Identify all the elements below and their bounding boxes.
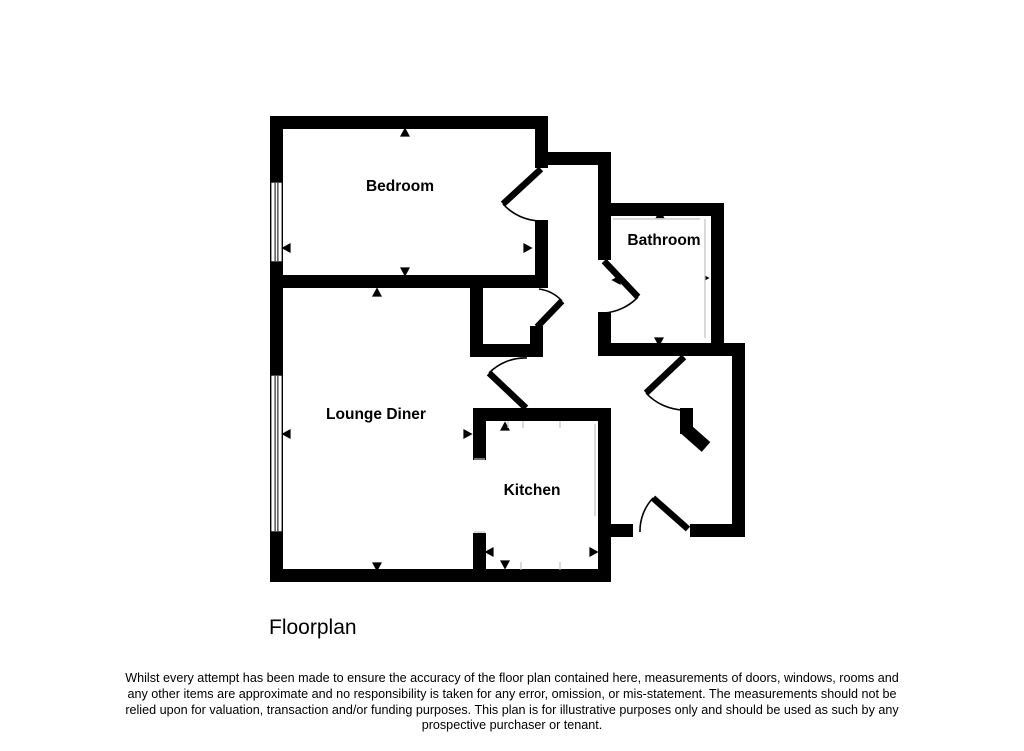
kitchen-marker-right xyxy=(589,547,598,557)
wall-bathroom-right xyxy=(711,203,724,356)
entry-door-leaf xyxy=(653,498,688,529)
room-label-bedroom: Bedroom xyxy=(365,178,435,196)
bathroom-door-swing-arc xyxy=(604,297,638,313)
wall-bathroom-left-upper xyxy=(598,203,611,260)
lounge-marker-right xyxy=(463,429,472,439)
bedroom-marker-right xyxy=(523,243,532,253)
wall-bathroom-bottom xyxy=(598,343,745,356)
disclaimer-line-1: Whilst every attempt has been made to ensure the accuracy of the floor plan contained here, measurements of doors, windows, rooms and xyxy=(125,671,899,685)
wall-closet-right xyxy=(530,326,543,357)
hall-inner-door-swing-arc xyxy=(646,393,684,410)
wall-entry-bottom-right xyxy=(690,524,745,537)
entry-door-swing-arc xyxy=(640,498,653,532)
room-label-kitchen: Kitchen xyxy=(503,482,561,500)
closet-door-swing-arc xyxy=(539,289,562,301)
wall-kitchen-left-lower xyxy=(473,533,486,573)
closet-door-leaf xyxy=(537,301,562,327)
disclaimer-line-2: any other items are approximate and no responsibility is taken for any error, omission, or mis-statement. The measurements should not be xyxy=(127,686,897,701)
bedroom-window xyxy=(271,182,283,262)
disclaimer-text xyxy=(62,671,962,734)
wall-entry-bottom-left xyxy=(611,524,633,537)
hall-inner-door-leaf xyxy=(646,357,684,393)
wall-bedroom-bottom xyxy=(270,275,548,288)
room-label-lounge-diner: Lounge Diner xyxy=(326,406,426,424)
wall-bedroom-top xyxy=(270,116,548,129)
wall-alcove-diagonal xyxy=(685,428,707,447)
bedroom-door-swing-arc xyxy=(503,204,541,221)
kitchen-marker-down xyxy=(500,560,510,569)
room-label-bathroom: Bathroom xyxy=(627,232,701,250)
lounge-door-swing-arc xyxy=(489,358,527,373)
wall-main-bottom xyxy=(270,569,611,582)
lounge-door-leaf xyxy=(489,373,526,408)
wall-closet-left xyxy=(470,282,483,352)
lounge-window xyxy=(271,375,283,532)
lounge-marker-up xyxy=(372,287,382,296)
wall-left-wall-upper xyxy=(270,116,283,182)
bedroom-door-leaf xyxy=(503,169,541,204)
wall-kitchen-left-upper xyxy=(473,408,486,460)
bathroom-door-leaf xyxy=(604,261,638,297)
wall-right-wall-lower xyxy=(732,343,745,537)
disclaimer-line-3: relied upon for valuation, transaction and/or funding purposes. This plan is for illustrative purposes only and should be used as such by any xyxy=(125,702,899,717)
disclaimer-line-4: prospective purchaser or tenant. xyxy=(421,718,603,733)
wall-kitchen-top xyxy=(473,408,611,421)
floorplan-title: Floorplan xyxy=(269,616,357,639)
wall-kitchen-right xyxy=(598,408,611,582)
